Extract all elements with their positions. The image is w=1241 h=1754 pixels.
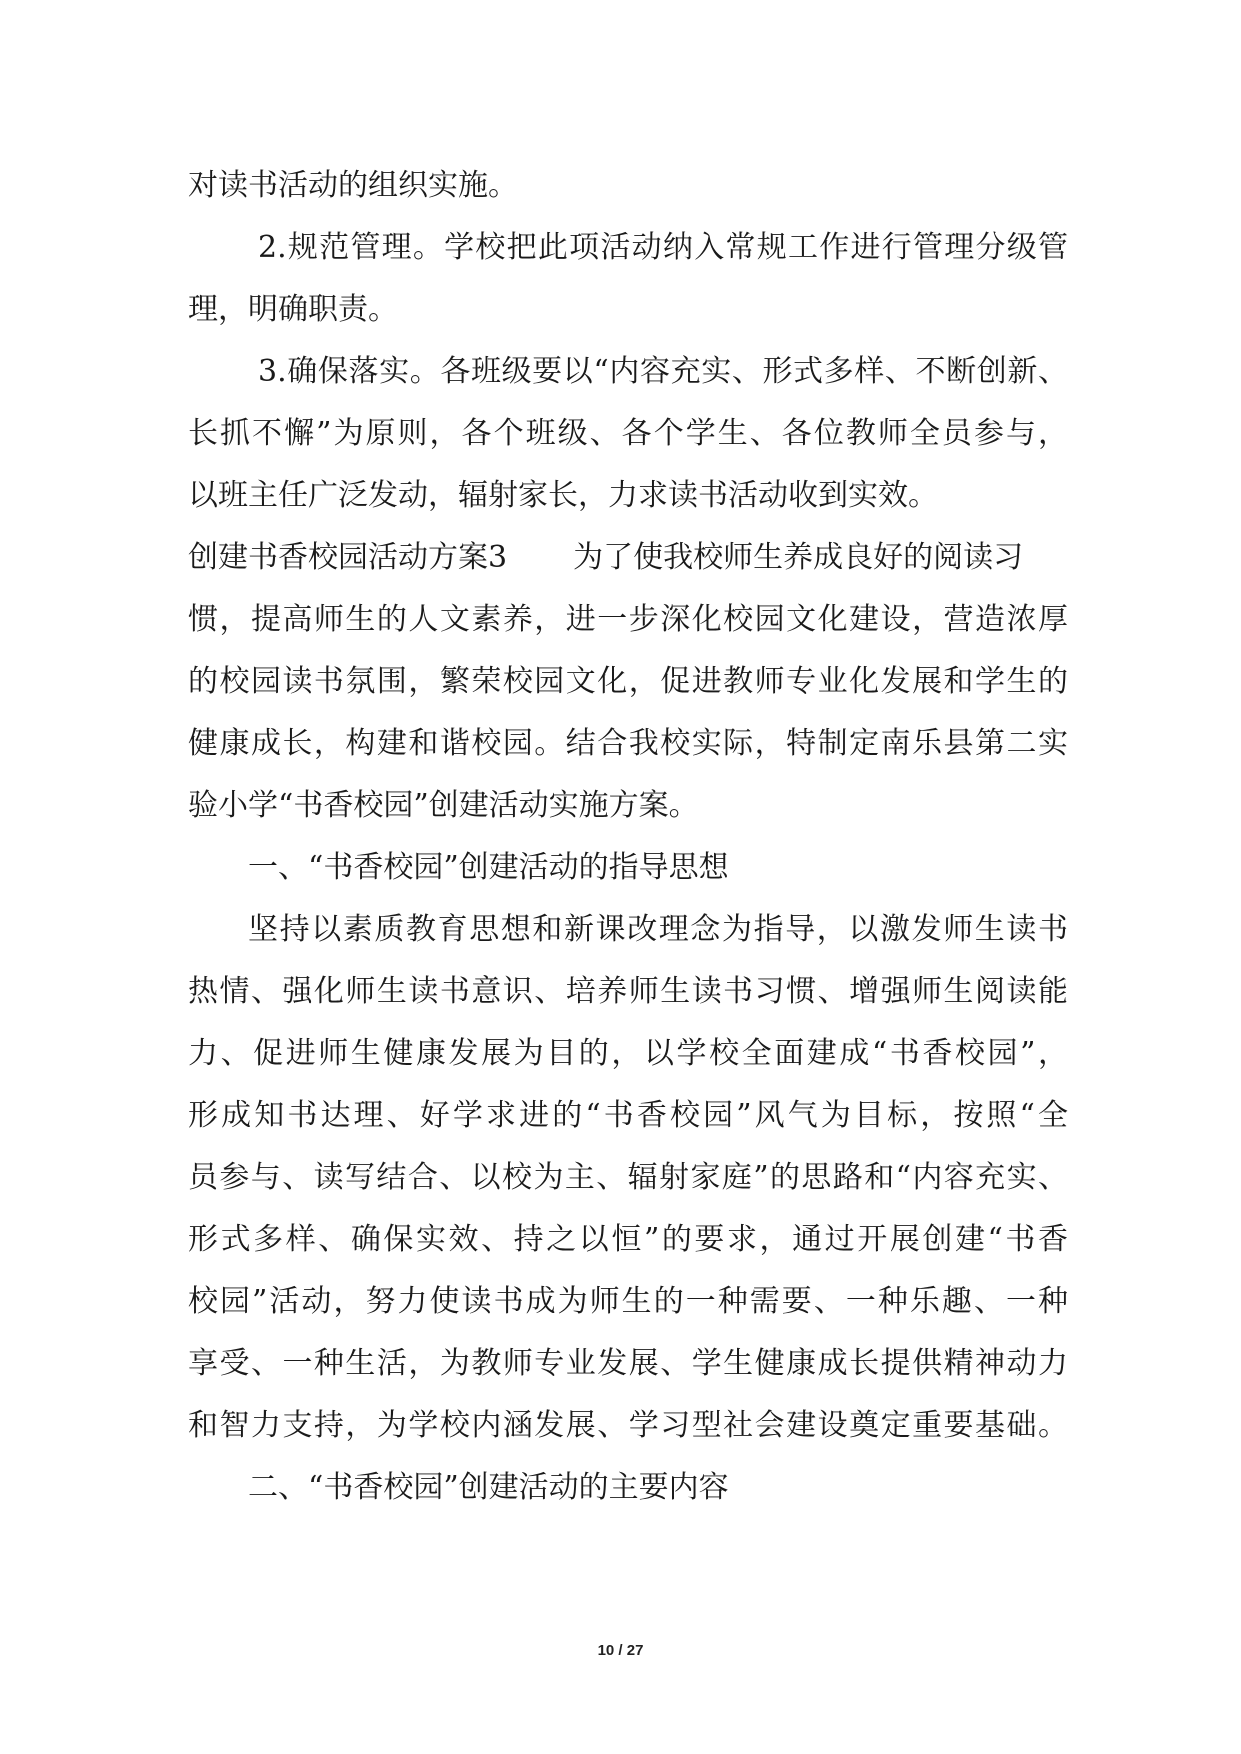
text-line: 力、促进师生健康发展为目的，以学校全面建成“书香校园”， bbox=[188, 1036, 1068, 1071]
text-line: 惯，提高师生的人文素养，进一步深化校园文化建设，营造浓厚 bbox=[188, 602, 1068, 637]
text-line: 长抓不懈”为原则，各个班级、各个学生、各位教师全员参与， bbox=[188, 416, 1068, 451]
heading-line: 一、“书香校园”创建活动的指导思想 bbox=[248, 850, 729, 885]
text-line: 形成知书达理、好学求进的“书香校园”风气为目标，按照“全 bbox=[188, 1098, 1068, 1133]
text-line: 3.确保落实。各班级要以“内容充实、形式多样、不断创新、 bbox=[258, 354, 1068, 389]
text-line: 以班主任广泛发动，辐射家长，力求读书活动收到实效。 bbox=[188, 478, 938, 513]
text-line: 健康成长，构建和谐校园。结合我校实际，特制定南乐县第二实 bbox=[188, 726, 1068, 761]
page-number: 10 / 27 bbox=[597, 1642, 644, 1659]
text-line: 享受、一种生活，为教师专业发展、学生健康成长提供精神动力 bbox=[188, 1346, 1068, 1381]
section-title-line bbox=[188, 527, 1068, 589]
text-fragment: 为了使我校师生养成良好的阅读习 bbox=[573, 540, 1024, 575]
text-line: 和智力支持，为学校内涵发展、学习型社会建设奠定重要基础。 bbox=[188, 1408, 1068, 1443]
text-line: 校园”活动，努力使读书成为师生的一种需要、一种乐趣、一种 bbox=[188, 1284, 1068, 1319]
text-line: 坚持以素质教育思想和新课改理念为指导，以激发师生读书 bbox=[248, 912, 1068, 947]
text-line: 验小学“书香校园”创建活动实施方案。 bbox=[188, 788, 699, 823]
document-body bbox=[188, 155, 1068, 1519]
text-line: 2.规范管理。学校把此项活动纳入常规工作进行管理分级管 bbox=[258, 230, 1068, 265]
text-line: 热情、强化师生读书意识、培养师生读书习惯、增强师生阅读能 bbox=[188, 974, 1068, 1009]
text-line: 员参与、读写结合、以校为主、辐射家庭”的思路和“内容充实、 bbox=[188, 1160, 1068, 1195]
heading-line: 二、“书香校园”创建活动的主要内容 bbox=[248, 1470, 729, 1505]
section-title: 创建书香校园活动方案3 bbox=[188, 540, 508, 575]
text-line: 理，明确职责。 bbox=[188, 292, 398, 327]
text-line: 形式多样、确保实效、持之以恒”的要求，通过开展创建“书香 bbox=[188, 1222, 1068, 1257]
text-line: 的校园读书氛围，繁荣校园文化，促进教师专业化发展和学生的 bbox=[188, 664, 1068, 699]
text-line: 对读书活动的组织实施。 bbox=[188, 168, 518, 203]
